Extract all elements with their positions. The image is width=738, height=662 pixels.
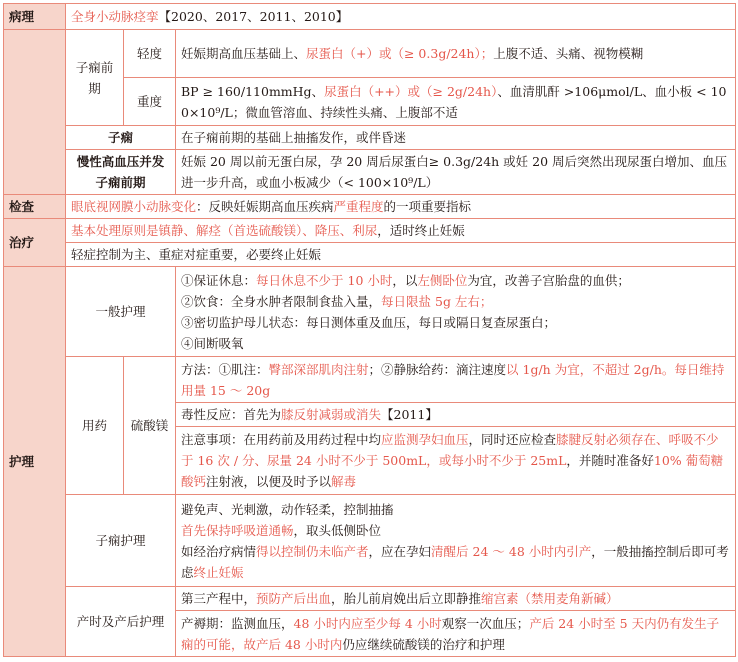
mild-label: 轻度: [124, 30, 176, 78]
mg-att-c: ，并随时准备好: [566, 453, 654, 468]
severe-proteinuria: 尿蛋白（++）或（≥ 2g/24h）: [324, 83, 498, 99]
severe-label: 重度: [124, 78, 176, 126]
mild-text-2: 上腹不适、头痛、视物模糊: [493, 46, 644, 61]
treatment-label: 治疗: [4, 219, 66, 267]
exam-text-2: 的一项重要指标: [383, 199, 472, 214]
mild-content: [176, 30, 736, 78]
labor-care-line-1: [176, 587, 736, 611]
labor-care-row-1: [4, 587, 736, 611]
exam-text-1: ：反映妊娠期高血压疾病: [196, 199, 334, 214]
eclampsia-label: 子痫: [66, 126, 176, 150]
pathology-years: 【2020、2017、2011、2010】: [158, 9, 349, 24]
mgso4-method-row: [4, 357, 736, 403]
eclampsia-care-row: [4, 495, 736, 587]
lc-pph: 预防产后出血: [256, 591, 332, 606]
pathology-row: [4, 4, 736, 30]
general-care-line-3: ③密切监护母儿状态：每日测体重及血压，每日或隔日复查尿蛋白；: [181, 314, 557, 330]
exam-row: [4, 195, 736, 219]
lc-l2c: 仍应继续硫酸镁的治疗和护理: [342, 636, 505, 652]
mg-att-antidote: 解毒: [331, 474, 357, 489]
clinical-section-cell: [4, 30, 66, 195]
ec-induction: 清醒后 24 ～ 48 小时内引产: [431, 543, 592, 559]
mild-proteinuria: 尿蛋白（+）或（≥ 0.3g/24h）；: [306, 46, 494, 61]
gc-l1b: ，以: [392, 272, 418, 288]
treatment-row-2: [4, 243, 736, 267]
mg-att-a: 注意事项：在用药前及用药过程中均: [181, 432, 382, 447]
treatment-row-1: [4, 219, 736, 243]
mgso4-label: 硫酸镁: [124, 357, 176, 495]
labor-care-label: 产时及产后护理: [66, 587, 176, 657]
mg-att-calcium: 10% 葡萄糖酸钙: [181, 453, 724, 489]
treatment-line-2: 轻症控制为主、重症对症重要，必要终止妊娠: [66, 243, 736, 267]
mg-im-injection: 臀部深部肌肉注射: [268, 361, 369, 377]
treatment-key: 基本处理原则是镇静、解痉（首选硫酸镁）、降压、利尿: [71, 223, 378, 238]
ec-l2b: ，取头低侧卧位: [293, 522, 382, 538]
chronic-hypertension-label: 慢性高血压并发子痫前期: [66, 150, 176, 195]
general-care-line-4: ④间断吸氧: [181, 335, 244, 351]
severe-text-1: BP ≥ 160/110mmHg、: [181, 83, 325, 99]
ec-l3b: ，应在孕妇: [368, 543, 432, 559]
gc-l1a: ①保证休息：: [181, 272, 257, 288]
mild-text-1: 妊娠期高血压基础上、: [181, 46, 307, 61]
chronic-hypertension-row: [4, 150, 736, 195]
eclampsia-care-content: [176, 495, 736, 587]
lc-oxytocin: 缩宫素（禁用麦角新碱）: [481, 591, 619, 606]
exam-severity: 严重程度: [333, 199, 384, 214]
gc-l1c: 为宜，改善子宫胎盘的血供；: [467, 272, 630, 288]
eclampsia-row: [4, 126, 736, 150]
general-care-content: [176, 267, 736, 357]
ec-terminate: 终止妊娠: [193, 564, 244, 580]
pathology-content: [66, 4, 736, 30]
lc-l2a: 产褥期：监测血压，: [181, 615, 294, 631]
mg-tox-reflex: 膝反射减弱或消失: [281, 407, 382, 422]
nursing-label: 护理: [4, 267, 66, 657]
ec-l3a: 如经治疗病情: [181, 543, 257, 559]
mg-att-b: ，同时还应检查: [468, 432, 557, 447]
general-care-line-2: [181, 291, 730, 312]
severe-content: [176, 78, 736, 126]
mg-iv-rate: 以 1g/h 为宜，不超过 2g/h。每日维持用量 15 ～ 20g: [181, 361, 725, 398]
exam-key: 眼底视网膜小动脉变化: [71, 199, 197, 214]
lc-l1b: ，胎儿前肩娩出后立即静推: [331, 591, 482, 606]
mg-method-b: ；②静脉给药：滴注速度: [368, 361, 507, 377]
ec-airway: 首先保持呼吸道通畅: [181, 522, 294, 538]
severe-text-2: 、血清肌酐 >106μmol/L、血小板 < 100×10⁹/L；微血管溶血、持续性头痛、上腹部不适: [181, 83, 727, 120]
ec-line-1: 避免声、光刺激，动作轻柔，控制抽搐: [181, 501, 394, 517]
preeclampsia-label-text: 子痫前期: [75, 59, 114, 96]
lc-postpartum-risk: 产后 24 小时至 5 天内仍有发生子痫的可能，故产后 48 小时内: [181, 615, 720, 652]
pathology-key: 全身小动脉痉挛: [71, 9, 159, 24]
labor-care-line-2: [176, 611, 736, 657]
chronic-hypertension-content: 妊娠 20 周以前无蛋白尿，孕 20 周后尿蛋白≥ 0.3g/24h 或妊 20 周后突然出现尿蛋白增加、血压进一步升高，或血小板减少（< 100×10⁹/L）: [176, 150, 736, 195]
general-care-label: 一般护理: [66, 267, 176, 357]
general-care-row: [4, 267, 736, 357]
preeclampsia-label: [66, 30, 124, 126]
ec-l3c: ，一般抽搐控制后即可考虑: [181, 543, 729, 580]
ec-line-2: [181, 520, 730, 541]
ec-controlled: 得以控制仍未临产者: [256, 543, 369, 559]
mgso4-attention: [176, 427, 736, 495]
eclampsia-content: 在子痫前期的基础上抽搐发作，或伴昏迷: [176, 126, 736, 150]
drug-label: 用药: [66, 357, 124, 495]
gc-left-lateral: 左侧卧位: [417, 272, 468, 288]
lc-l2b: 观察一次血压；: [441, 615, 530, 631]
treatment-principle: [66, 219, 736, 243]
exam-label: 检查: [4, 195, 66, 219]
mg-tox-a: 毒性反应：首先为: [181, 407, 282, 422]
treatment-text: ，适时终止妊娠: [377, 223, 465, 238]
notes-table: [3, 3, 736, 657]
preeclampsia-mild-row: [4, 30, 736, 78]
mg-tox-year: 【2011】: [381, 407, 438, 422]
lc-l1a: 第三产程中，: [181, 591, 257, 606]
mg-att-bp: 应监测孕妇血压: [381, 432, 469, 447]
general-care-line-1: [181, 270, 730, 291]
exam-content: [66, 195, 736, 219]
mgso4-toxicity: [176, 403, 736, 427]
gc-l2a: ②饮食：全身水肿者限制食盐入量，: [181, 293, 382, 309]
gc-salt-limit: 每日限盐 5g 左右；: [381, 293, 493, 309]
mg-att-d: 注射液，以便及时予以: [206, 474, 332, 489]
mgso4-method: [176, 357, 736, 403]
lc-bp-interval: 48 小时内应至少每 4 小时: [293, 615, 442, 631]
mg-method-a: 方法：①肌注：: [181, 361, 269, 377]
ec-line-3: [181, 541, 730, 583]
gc-rest-hours: 每日休息不少于 10 小时: [256, 272, 393, 288]
pathology-label: 病理: [4, 4, 66, 30]
mg-att-reflex-resp-urine: 膝腱反射必须存在、呼吸不少于 16 次 / 分、尿量 24 小时不少于 500mL，或每小时不少于 25mL: [181, 432, 719, 468]
eclampsia-care-label: 子痫护理: [66, 495, 176, 587]
